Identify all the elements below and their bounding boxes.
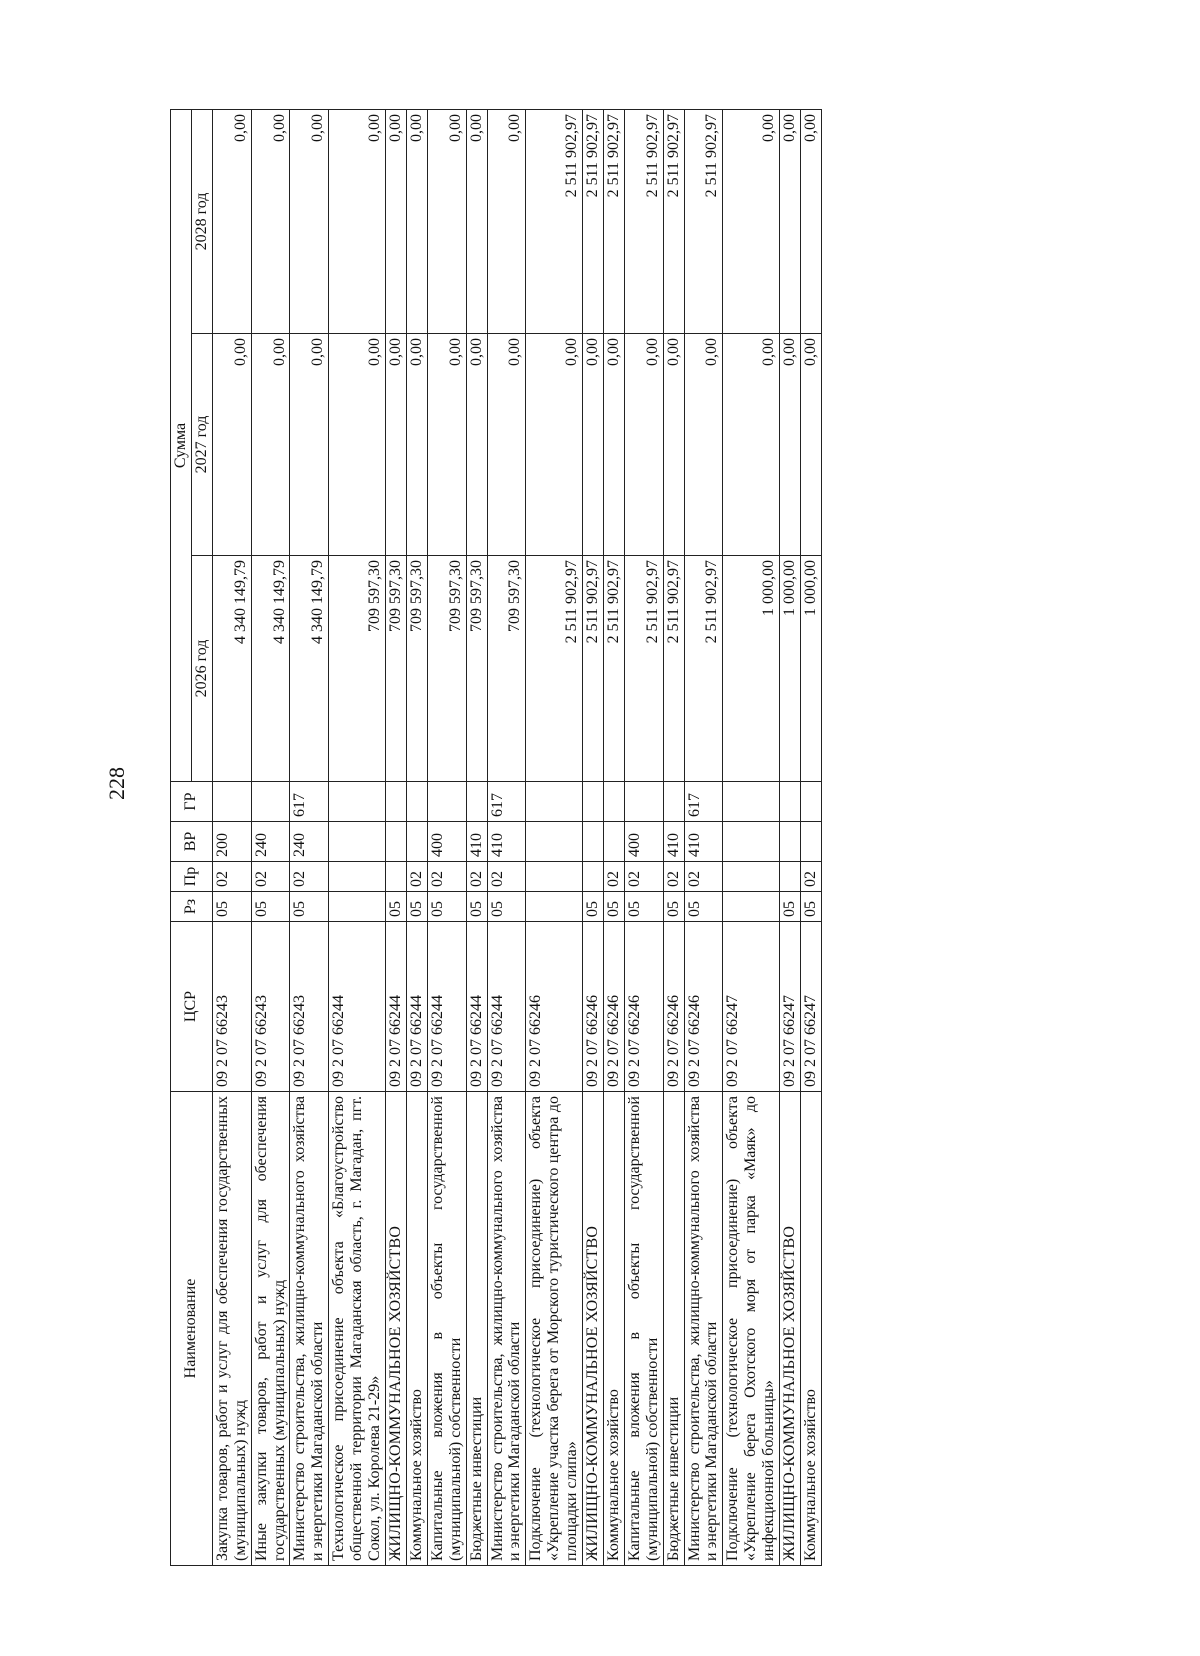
cell-vr: 240 <box>251 822 290 862</box>
cell-name: Иные закупки товаров, работ и услуг для обеспечения государственных (муниципальных) нужд <box>251 1092 290 1566</box>
cell-2026: 2 511 902,97 <box>684 556 723 782</box>
cell-pr: 02 <box>251 862 290 892</box>
cell-rz: 05 <box>385 892 406 922</box>
cell-2028: 0,00 <box>251 109 290 333</box>
cell-2027: 0,00 <box>212 334 251 556</box>
cell-csr: 09 2 07 66243 <box>251 922 290 1092</box>
cell-pr <box>385 862 406 892</box>
page-number: 228 <box>104 767 129 800</box>
cell-gr <box>406 782 427 822</box>
cell-csr: 09 2 07 66244 <box>427 922 466 1092</box>
header-row-1 <box>171 109 192 1565</box>
cell-name: Капитальные вложения в объекты государственной (муниципальной) собственности <box>427 1092 466 1566</box>
cell-gr <box>583 782 604 822</box>
table-row <box>329 109 386 1565</box>
cell-pr <box>583 862 604 892</box>
cell-name: Коммунальное хозяйство <box>603 1092 624 1566</box>
cell-vr <box>583 822 604 862</box>
cell-vr <box>526 822 583 862</box>
cell-csr: 09 2 07 66246 <box>526 922 583 1092</box>
cell-2027: 0,00 <box>385 334 406 556</box>
cell-csr: 09 2 07 66244 <box>329 922 386 1092</box>
cell-2027: 0,00 <box>624 334 663 556</box>
cell-2027: 0,00 <box>406 334 427 556</box>
cell-rz <box>526 892 583 922</box>
cell-vr <box>603 822 624 862</box>
cell-2028: 2 511 902,97 <box>663 109 684 333</box>
rotated-table-container <box>170 110 822 1566</box>
cell-gr <box>780 782 801 822</box>
cell-2027: 0,00 <box>723 334 780 556</box>
cell-name: Подключение (технологическое присоединение) объекта «Укрепление берега Охотского моря от парка «Маяк» до инфекционной больницы» <box>723 1092 780 1566</box>
cell-2027: 0,00 <box>603 334 624 556</box>
cell-csr: 09 2 07 66246 <box>624 922 663 1092</box>
cell-name: Подключение (технологическое присоединение) объекта «Укрепление участка берега от Морского туристического центра до площадки слипа» <box>526 1092 583 1566</box>
cell-name: ЖИЛИЩНО-КОММУНАЛЬНОЕ ХОЗЯЙСТВО <box>385 1092 406 1566</box>
cell-gr: 617 <box>487 782 526 822</box>
cell-csr: 09 2 07 66244 <box>385 922 406 1092</box>
cell-pr <box>780 862 801 892</box>
cell-name: Закупка товаров, работ и услуг для обеспечения государственных (муниципальных) нужд <box>212 1092 251 1566</box>
header-pr: Пр <box>171 862 213 892</box>
cell-vr: 200 <box>212 822 251 862</box>
table-row <box>251 109 290 1565</box>
header-rz: Рз <box>171 892 213 922</box>
cell-gr <box>466 782 487 822</box>
header-2027: 2027 год <box>191 334 212 556</box>
cell-2028: 2 511 902,97 <box>684 109 723 333</box>
cell-2028: 0,00 <box>723 109 780 333</box>
cell-csr: 09 2 07 66246 <box>663 922 684 1092</box>
cell-pr: 02 <box>603 862 624 892</box>
cell-csr: 09 2 07 66246 <box>583 922 604 1092</box>
cell-csr: 09 2 07 66247 <box>780 922 801 1092</box>
cell-2026: 2 511 902,97 <box>624 556 663 782</box>
cell-pr: 02 <box>801 862 822 892</box>
cell-2028: 0,00 <box>406 109 427 333</box>
table-row <box>663 109 684 1565</box>
cell-rz <box>723 892 780 922</box>
cell-2026: 4 340 149,79 <box>251 556 290 782</box>
cell-pr: 02 <box>466 862 487 892</box>
cell-gr <box>251 782 290 822</box>
cell-rz: 05 <box>603 892 624 922</box>
cell-pr: 02 <box>406 862 427 892</box>
cell-2028: 0,00 <box>329 109 386 333</box>
cell-2027: 0,00 <box>290 334 329 556</box>
cell-2026: 2 511 902,97 <box>663 556 684 782</box>
table-row <box>406 109 427 1565</box>
cell-pr <box>723 862 780 892</box>
cell-vr: 410 <box>466 822 487 862</box>
table-row <box>487 109 526 1565</box>
cell-2028: 0,00 <box>780 109 801 333</box>
cell-2026: 709 597,30 <box>466 556 487 782</box>
cell-gr <box>427 782 466 822</box>
table-row <box>385 109 406 1565</box>
header-gr: ГР <box>171 782 213 822</box>
table-row <box>290 109 329 1565</box>
cell-rz: 05 <box>583 892 604 922</box>
table-row <box>801 109 822 1565</box>
cell-2026: 2 511 902,97 <box>603 556 624 782</box>
table-row <box>780 109 801 1565</box>
cell-vr: 400 <box>624 822 663 862</box>
cell-2028: 0,00 <box>212 109 251 333</box>
cell-2027: 0,00 <box>251 334 290 556</box>
header-csr: ЦСР <box>171 922 213 1092</box>
cell-gr: 617 <box>684 782 723 822</box>
cell-vr: 240 <box>290 822 329 862</box>
cell-name: ЖИЛИЩНО-КОММУНАЛЬНОЕ ХОЗЯЙСТВО <box>780 1092 801 1566</box>
cell-csr: 09 2 07 66244 <box>487 922 526 1092</box>
cell-pr: 02 <box>487 862 526 892</box>
cell-pr: 02 <box>684 862 723 892</box>
cell-2028: 2 511 902,97 <box>583 109 604 333</box>
cell-2026: 1 000,00 <box>780 556 801 782</box>
cell-name: Бюджетные инвестиции <box>466 1092 487 1566</box>
cell-vr <box>780 822 801 862</box>
cell-name: Министерство строительства, жилищно-коммунального хозяйства и энергетики Магаданской области <box>290 1092 329 1566</box>
cell-rz: 05 <box>663 892 684 922</box>
cell-gr: 617 <box>290 782 329 822</box>
cell-name: Министерство строительства, жилищно-коммунального хозяйства и энергетики Магаданской области <box>684 1092 723 1566</box>
cell-2028: 0,00 <box>466 109 487 333</box>
cell-2026: 2 511 902,97 <box>526 556 583 782</box>
header-2026: 2026 год <box>191 556 212 782</box>
cell-gr <box>329 782 386 822</box>
cell-rz <box>329 892 386 922</box>
cell-pr <box>526 862 583 892</box>
cell-2026: 1 000,00 <box>723 556 780 782</box>
cell-2027: 0,00 <box>487 334 526 556</box>
cell-csr: 09 2 07 66247 <box>723 922 780 1092</box>
cell-2028: 2 511 902,97 <box>603 109 624 333</box>
cell-gr <box>526 782 583 822</box>
cell-name: Коммунальное хозяйство <box>406 1092 427 1566</box>
cell-2026: 4 340 149,79 <box>290 556 329 782</box>
cell-vr: 400 <box>427 822 466 862</box>
cell-2027: 0,00 <box>526 334 583 556</box>
cell-pr: 02 <box>427 862 466 892</box>
table-row <box>624 109 663 1565</box>
cell-csr: 09 2 07 66243 <box>212 922 251 1092</box>
cell-csr: 09 2 07 66243 <box>290 922 329 1092</box>
cell-rz: 05 <box>251 892 290 922</box>
cell-2028: 0,00 <box>290 109 329 333</box>
cell-2026: 709 597,30 <box>487 556 526 782</box>
cell-rz: 05 <box>406 892 427 922</box>
cell-2027: 0,00 <box>329 334 386 556</box>
cell-2028: 0,00 <box>801 109 822 333</box>
table-row <box>684 109 723 1565</box>
cell-csr: 09 2 07 66246 <box>603 922 624 1092</box>
cell-rz: 05 <box>466 892 487 922</box>
table-row <box>723 109 780 1565</box>
cell-rz: 05 <box>212 892 251 922</box>
table-row <box>212 109 251 1565</box>
cell-name: Бюджетные инвестиции <box>663 1092 684 1566</box>
cell-2027: 0,00 <box>466 334 487 556</box>
cell-2026: 4 340 149,79 <box>212 556 251 782</box>
cell-2026: 2 511 902,97 <box>583 556 604 782</box>
cell-pr: 02 <box>663 862 684 892</box>
cell-2028: 2 511 902,97 <box>526 109 583 333</box>
cell-vr <box>801 822 822 862</box>
cell-2028: 0,00 <box>487 109 526 333</box>
cell-name: Коммунальное хозяйство <box>801 1092 822 1566</box>
cell-2026: 709 597,30 <box>406 556 427 782</box>
cell-2028: 0,00 <box>427 109 466 333</box>
cell-pr: 02 <box>624 862 663 892</box>
table-row <box>526 109 583 1565</box>
cell-gr <box>801 782 822 822</box>
header-2028: 2028 год <box>191 109 212 333</box>
cell-pr <box>329 862 386 892</box>
cell-gr <box>603 782 624 822</box>
cell-name: ЖИЛИЩНО-КОММУНАЛЬНОЕ ХОЗЯЙСТВО <box>583 1092 604 1566</box>
table-row <box>583 109 604 1565</box>
cell-gr <box>385 782 406 822</box>
cell-2027: 0,00 <box>684 334 723 556</box>
cell-2027: 0,00 <box>427 334 466 556</box>
cell-rz: 05 <box>290 892 329 922</box>
cell-2027: 0,00 <box>801 334 822 556</box>
cell-2028: 2 511 902,97 <box>624 109 663 333</box>
cell-gr <box>212 782 251 822</box>
cell-pr: 02 <box>212 862 251 892</box>
cell-name: Капитальные вложения в объекты государственной (муниципальной) собственности <box>624 1092 663 1566</box>
cell-rz: 05 <box>624 892 663 922</box>
cell-vr <box>723 822 780 862</box>
header-vr: ВР <box>171 822 213 862</box>
header-name: Наименование <box>171 1092 213 1566</box>
cell-2026: 1 000,00 <box>801 556 822 782</box>
budget-table <box>170 109 822 1566</box>
cell-gr <box>624 782 663 822</box>
cell-vr <box>406 822 427 862</box>
cell-rz: 05 <box>780 892 801 922</box>
cell-2026: 709 597,30 <box>385 556 406 782</box>
cell-2026: 709 597,30 <box>329 556 386 782</box>
cell-pr: 02 <box>290 862 329 892</box>
cell-2027: 0,00 <box>780 334 801 556</box>
cell-vr: 410 <box>684 822 723 862</box>
cell-rz: 05 <box>801 892 822 922</box>
header-sum: Сумма <box>171 109 192 781</box>
cell-rz: 05 <box>684 892 723 922</box>
cell-rz: 05 <box>487 892 526 922</box>
cell-vr <box>329 822 386 862</box>
cell-gr <box>663 782 684 822</box>
cell-2026: 709 597,30 <box>427 556 466 782</box>
cell-vr: 410 <box>487 822 526 862</box>
cell-2028: 0,00 <box>385 109 406 333</box>
cell-csr: 09 2 07 66244 <box>466 922 487 1092</box>
cell-2027: 0,00 <box>663 334 684 556</box>
cell-vr <box>385 822 406 862</box>
table-row <box>427 109 466 1565</box>
cell-name: Технологическое присоединение объекта «Благоустройство общественной территории Магаданская область, г. Магадан, пгт. Сокол, ул. Королева 21-29» <box>329 1092 386 1566</box>
cell-rz: 05 <box>427 892 466 922</box>
cell-gr <box>723 782 780 822</box>
cell-name: Министерство строительства, жилищно-коммунального хозяйства и энергетики Магаданской области <box>487 1092 526 1566</box>
cell-csr: 09 2 07 66247 <box>801 922 822 1092</box>
cell-csr: 09 2 07 66244 <box>406 922 427 1092</box>
cell-2027: 0,00 <box>583 334 604 556</box>
table-row <box>603 109 624 1565</box>
cell-vr: 410 <box>663 822 684 862</box>
cell-csr: 09 2 07 66246 <box>684 922 723 1092</box>
table-row <box>466 109 487 1565</box>
